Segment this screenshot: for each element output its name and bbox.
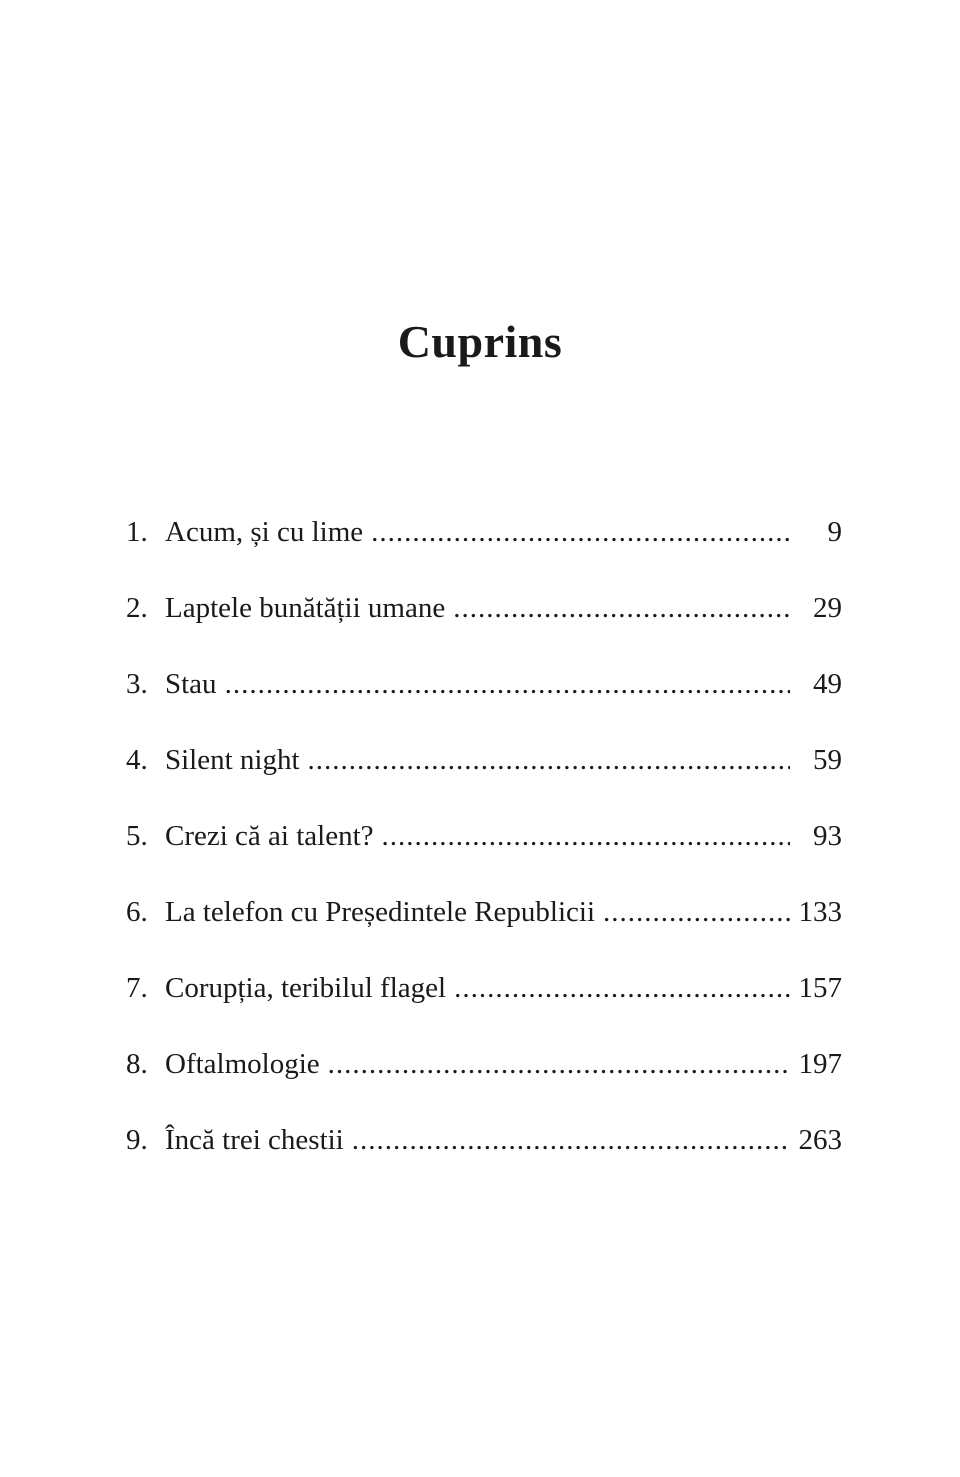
dot-leader — [454, 956, 790, 1020]
dot-leader — [308, 728, 790, 792]
toc-entry-8[interactable] — [126, 1032, 842, 1108]
toc-entry-page: 9 — [827, 516, 842, 548]
toc-entry-6[interactable] — [126, 880, 842, 956]
toc-entry-number: 6. — [126, 896, 148, 928]
toc-entry-title: Laptele bunătății umane — [165, 592, 446, 624]
toc-entry-page: 197 — [798, 1048, 842, 1080]
toc-entry-number: 3. — [126, 668, 148, 700]
toc-entry-2[interactable] — [126, 576, 842, 652]
toc-entry-page: 49 — [813, 668, 842, 700]
toc-entry-number: 8. — [126, 1048, 148, 1080]
dot-leader — [603, 880, 790, 944]
toc-entry-5[interactable] — [126, 804, 842, 880]
toc-entry-number: 9. — [126, 1124, 148, 1156]
toc-entry-3[interactable] — [126, 652, 842, 728]
toc-entry-title: Acum, și cu lime — [165, 516, 364, 548]
toc-entry-title: La telefon cu Președintele Republicii — [165, 896, 596, 928]
toc-entry-4[interactable] — [126, 728, 842, 804]
toc-entry-title: Corupția, teribilul flagel — [165, 972, 447, 1004]
toc-entry-7[interactable] — [126, 956, 842, 1032]
dot-leader — [328, 1032, 790, 1096]
toc-entry-page: 59 — [813, 744, 842, 776]
toc-entry-title: Crezi că ai talent? — [165, 820, 374, 852]
toc-entry-page: 263 — [798, 1124, 842, 1156]
toc-entry-1[interactable] — [126, 500, 842, 576]
toc-entry-number: 4. — [126, 744, 148, 776]
dot-leader — [453, 576, 790, 640]
toc-entry-number: 5. — [126, 820, 148, 852]
toc-entry-page: 29 — [813, 592, 842, 624]
dot-leader — [352, 1108, 790, 1172]
dot-leader — [371, 500, 790, 564]
page-title: Cuprins — [397, 316, 563, 367]
dot-leader — [382, 804, 790, 868]
toc-entry-number: 7. — [126, 972, 148, 1004]
toc-entry-page: 133 — [798, 896, 842, 928]
toc-entry-title: Oftalmologie — [165, 1048, 320, 1080]
dot-leader — [225, 652, 790, 716]
table-of-contents — [126, 500, 842, 1184]
toc-entry-title: Încă trei chestii — [165, 1124, 344, 1156]
toc-entry-page: 157 — [798, 972, 842, 1004]
toc-entry-title: Stau — [165, 668, 217, 700]
toc-entry-title: Silent night — [165, 744, 300, 776]
toc-entry-page: 93 — [813, 820, 842, 852]
toc-entry-9[interactable] — [126, 1108, 842, 1184]
toc-entry-number: 1. — [126, 516, 148, 548]
toc-entry-number: 2. — [126, 592, 148, 624]
